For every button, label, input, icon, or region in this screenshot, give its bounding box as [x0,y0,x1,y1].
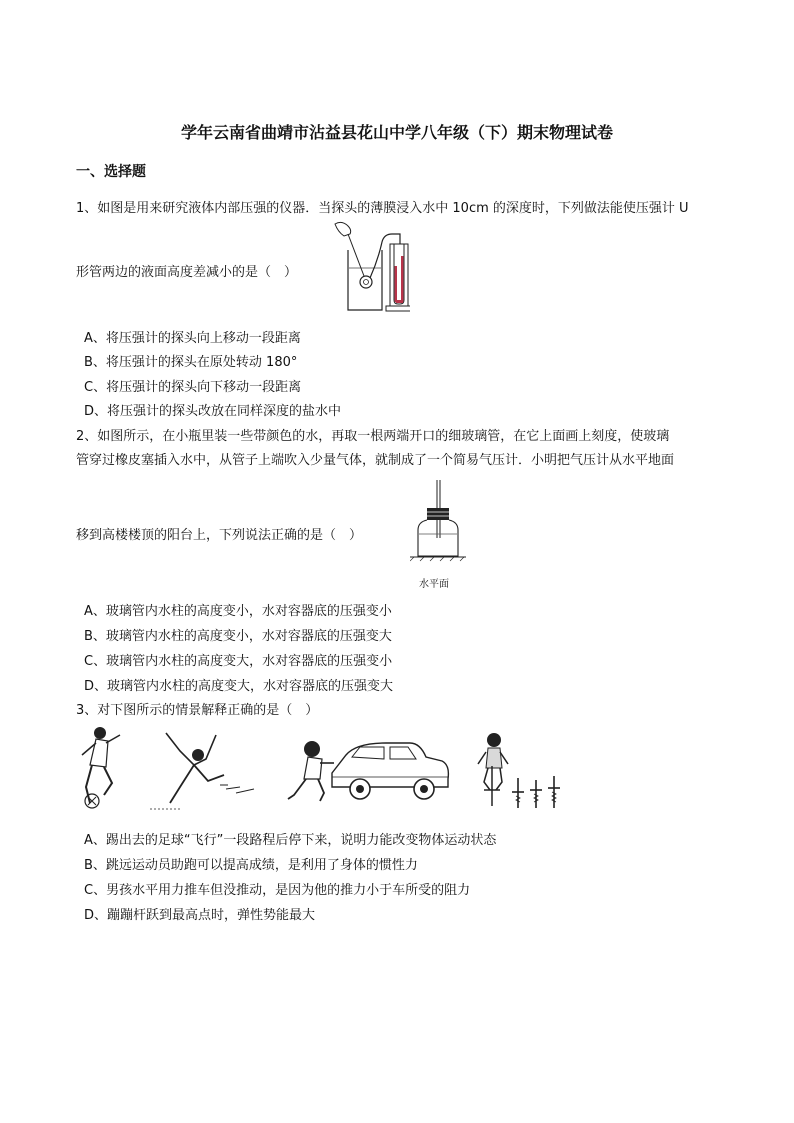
ground-label: 水平面 [419,579,449,590]
q2-stem-line1: 2、如图所示，在小瓶里装一些带颜色的水，再取一根两端开口的细玻璃管，在它上面画上刻度，使玻璃 [76,429,670,444]
q2-option-b: B、玻璃管内水柱的高度变小，水对容器底的压强变大 [84,629,392,644]
q2-option-a: A、玻璃管内水柱的高度变小，水对容器底的压强变小 [84,604,392,619]
q1-stem-line1: 1、如图是用来研究液体内部压强的仪器．当探头的薄膜浸入水中 10cm 的深度时，下列做法能使压强计 U [76,201,689,216]
q2-option-d: D、玻璃管内水柱的高度变大，水对容器底的压强变大 [84,679,394,694]
q3-option-d: D、蹦蹦杆跃到最高点时，弹性势能最大 [84,908,316,923]
q3-option-c: C、男孩水平用力推车但没推动，是因为他的推力小于车所受的阻力 [84,883,471,898]
q1-stem-line2: 形管两边的液面高度差减小的是（ ） [76,265,298,280]
page-title: 学年云南省曲靖市沾益县花山中学八年级（下）期末物理试卷 [180,123,613,142]
long-jump-figure [150,725,270,811]
q3-stem-line1: 3、对下图所示的情景解释正确的是（ ） [76,703,319,718]
q1-option-c: C、将压强计的探头向下移动一段距离 [84,380,302,395]
q3-option-b: B、跳远运动员助跑可以提高成绩，是利用了身体的惯性力 [84,858,418,873]
soccer-kick-figure [76,725,126,811]
q1-option-d: D、将压强计的探头改放在同样深度的盐水中 [84,404,342,419]
barometer-figure [410,478,466,570]
q2-stem-line3: 移到高楼楼顶的阳台上，下列说法正确的是（ ） [76,528,363,543]
section-heading: 一、选择题 [76,164,146,180]
q3-option-a: A、踢出去的足球“飞行”一段路程后停下来，说明力能改变物体运动状态 [84,833,497,848]
pogo-stick-figure [474,730,564,810]
q1-option-b: B、将压强计的探头在原处转动 180° [84,355,298,370]
q2-stem-line2: 管穿过橡皮塞插入水中，从管子上端吹入少量气体，就制成了一个简易气压计．小明把气压计从水平地面 [76,453,675,468]
boy-pushing-car-figure [286,735,452,805]
pressure-gauge-figure [330,220,410,314]
q2-option-c: C、玻璃管内水柱的高度变大，水对容器底的压强变小 [84,654,393,669]
q1-option-a: A、将压强计的探头向上移动一段距离 [84,331,301,346]
